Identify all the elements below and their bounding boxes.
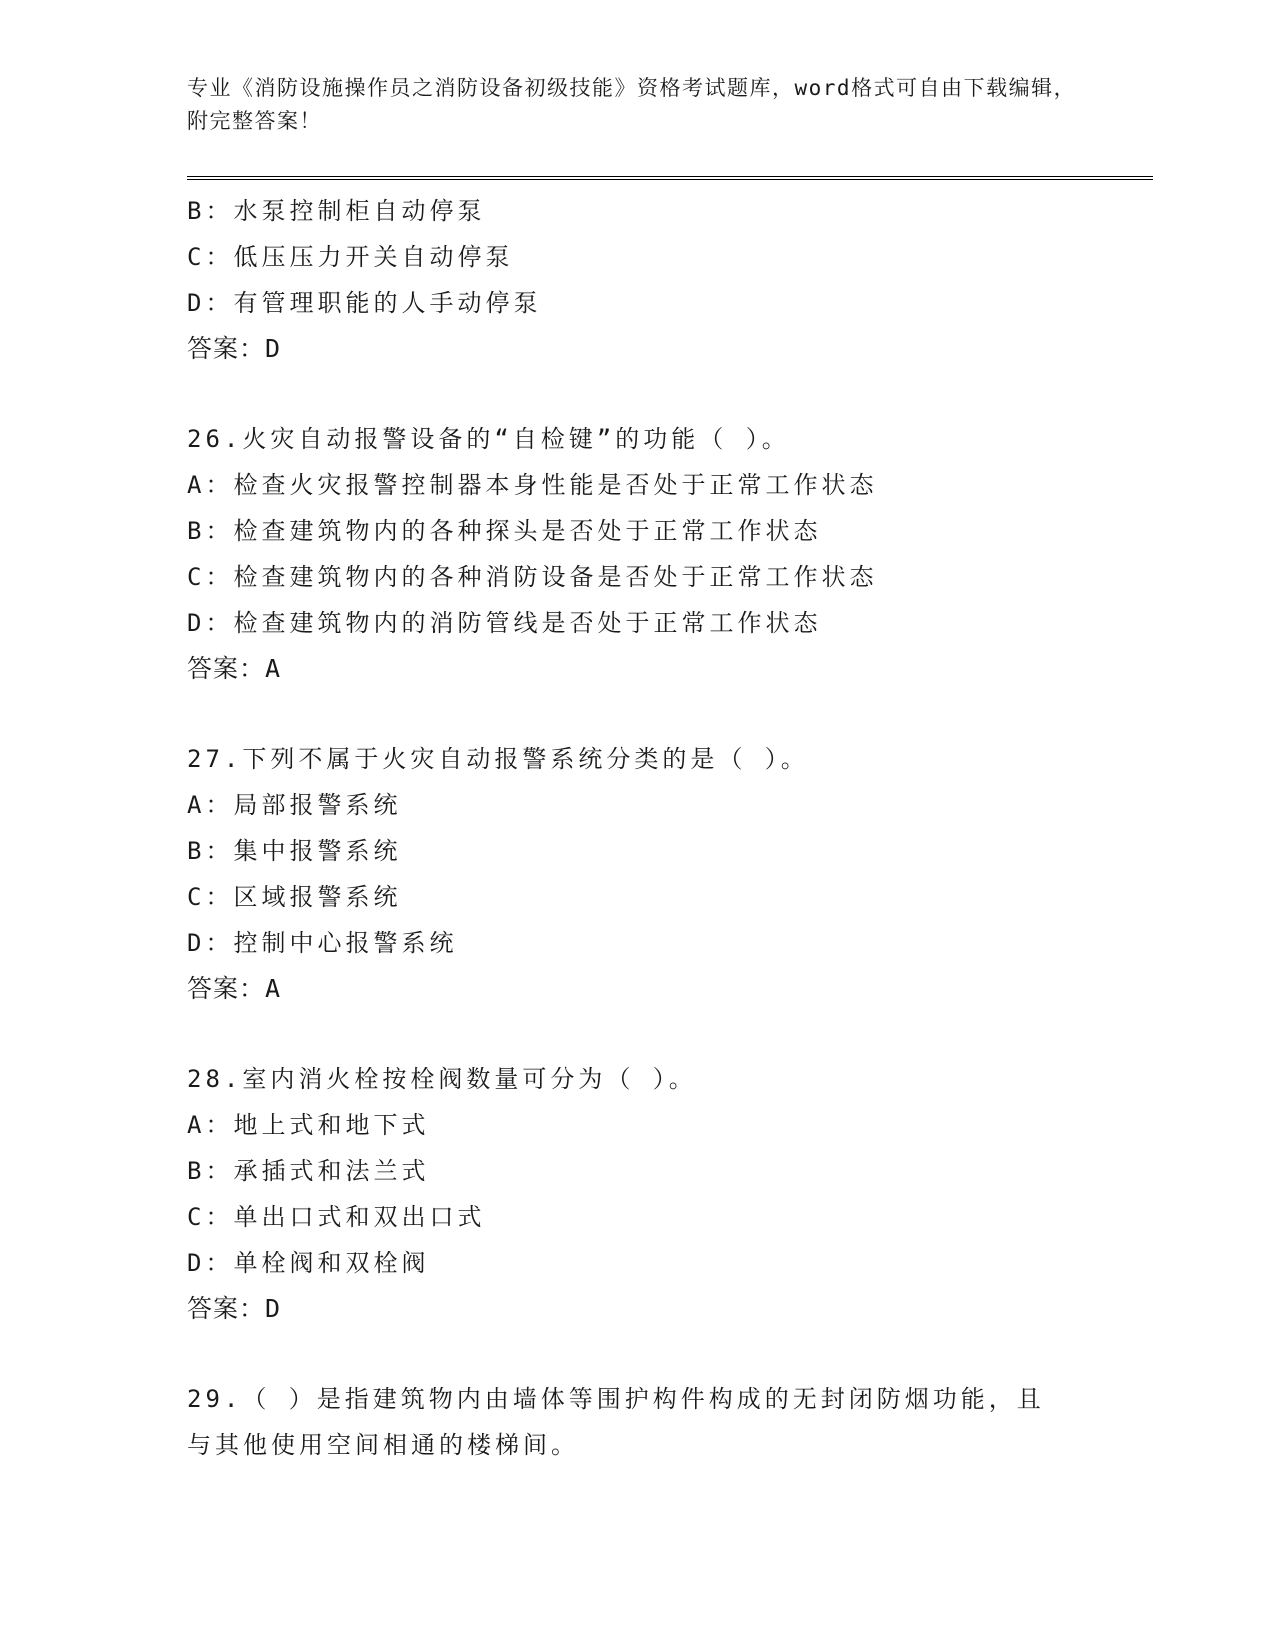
answer-value: A [265,974,282,1003]
answer-label: 答案： [187,1294,266,1323]
question-block [187,1056,1107,1332]
option-a: A：检查火灾报警控制器本身性能是否处于正常工作状态 [187,471,878,499]
option-b: B：承插式和法兰式 [187,1157,430,1185]
answer-label: 答案： [187,654,266,683]
question-list [187,188,1107,1468]
question-text: 26.火灾自动报警设备的“自检键”的功能（ ）。 [187,425,790,453]
answer-label: 答案： [187,974,266,1003]
answer-label: 答案： [187,334,266,363]
option-c: C：单出口式和双出口式 [187,1203,486,1231]
option-d: D：有管理职能的人手动停泵 [187,289,542,317]
option-b: B：检查建筑物内的各种探头是否处于正常工作状态 [187,517,822,545]
answer-value: D [265,334,282,363]
option-b: B：集中报警系统 [187,837,402,865]
answer-value: D [265,1294,282,1323]
question-text: 29.（ ）是指建筑物内由墙体等围护构件构成的无封闭防烟功能，且与其他使用空间相通的楼梯间。 [187,1385,1045,1459]
header-divider [187,176,1153,180]
option-c: C：低压压力开关自动停泵 [187,243,514,271]
question-block [187,1376,1107,1468]
question-block [187,188,1107,372]
option-c: C：区域报警系统 [187,883,402,911]
question-text: 28.室内消火栓按栓阀数量可分为（ ）。 [187,1065,697,1093]
option-d: D：检查建筑物内的消防管线是否处于正常工作状态 [187,609,822,637]
option-d: D：单栓阀和双栓阀 [187,1249,430,1277]
option-a: A：地上式和地下式 [187,1111,430,1139]
question-block [187,416,1107,692]
question-block [187,736,1107,1012]
document-header: 专业《消防设施操作员之消防设备初级技能》资格考试题库，word格式可自由下载编辑，附完整答案！ [187,76,1077,133]
option-d: D：控制中心报警系统 [187,929,458,957]
answer-value: A [265,654,282,683]
answer-line [187,326,1107,372]
option-b: B：水泵控制柜自动停泵 [187,197,486,225]
option-c: C：检查建筑物内的各种消防设备是否处于正常工作状态 [187,563,878,591]
question-text: 27.下列不属于火灾自动报警系统分类的是（ ）。 [187,745,809,773]
option-a: A：局部报警系统 [187,791,402,819]
answer-line [187,646,1107,692]
answer-line [187,1286,1107,1332]
answer-line [187,966,1107,1012]
